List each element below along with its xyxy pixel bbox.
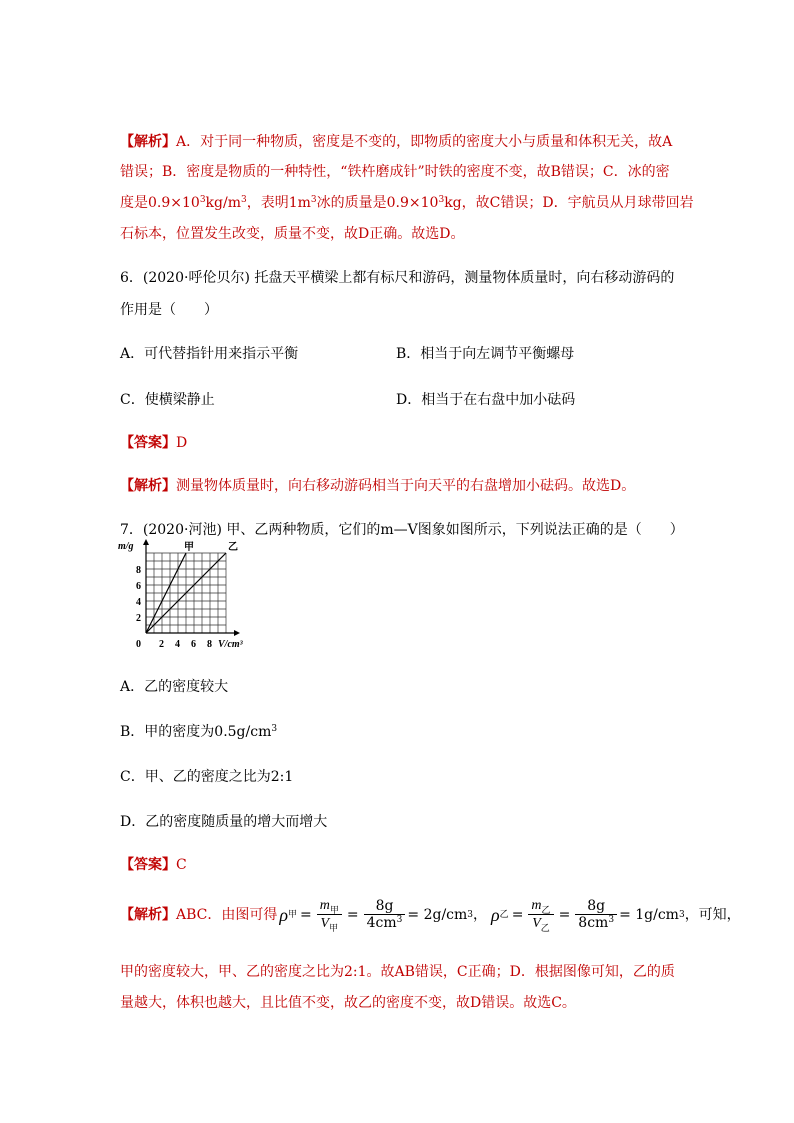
q7-stem: 7．(2020·河池) 甲、乙两种物质，它们的m—V图象如图所示，下列说法正确的是（ ）	[120, 522, 684, 538]
y-tick-label: 2	[136, 613, 141, 624]
q6-stem-line-1: 6．(2020·呼伦贝尔) 托盘天平横梁上都有标尺和游码，测量物体质量时，向右移动游码的	[120, 270, 675, 286]
x-tick-label: 0	[136, 639, 141, 650]
y-tick-label: 8	[136, 565, 141, 576]
analysis-tag: 【解析】	[120, 906, 176, 923]
q7-analysis-line-2: 甲的密度较大，甲、乙的密度之比为2:1。故AB错误，C正确；D．根据图像可知，乙的质	[120, 964, 675, 980]
y-tick-label: 4	[136, 597, 141, 608]
q7-analysis-line-3: 量越大，体积也越大，且比值不变，故乙的密度不变，故D错误。故选C。	[120, 995, 576, 1011]
q6-option-d: D．相当于在右盘中加小砝码	[396, 392, 576, 408]
y-axis-arrow	[143, 539, 149, 545]
q5-analysis-line-4: 石标本，位置发生改变，质量不变，故D正确。故选D。	[120, 226, 465, 242]
fraction-8g-over-4cm3: $\frac{8g}{4cm^3}$	[364, 898, 406, 931]
q6-analysis: 【解析】测量物体质量时，向右移动游码相当于向天平的右盘增加小砝码。故选D。	[120, 478, 636, 494]
fraction-8g-over-8cm3: $\frac{8g}{8cm^3}$	[575, 898, 617, 931]
q6-stem-line-2: 作用是（ ）	[120, 302, 218, 318]
q7-option-d: D．乙的密度随质量的增大而增大	[120, 814, 328, 830]
series-label-yi: 乙	[228, 542, 238, 553]
fraction-m-over-v-yi: $\frac{m_乙}{V_乙}$	[528, 897, 553, 932]
fraction-m-over-v-jia: $\frac{m_甲}{V_甲}$	[317, 897, 342, 932]
q6-answer: 【答案】D	[120, 435, 188, 451]
q6-option-c: C．使横梁静止	[120, 392, 215, 408]
q5-analysis-line-1: 【解析】A．对于同一种物质，密度是不变的，即物质的密度大小与质量和体积无关，故A	[120, 134, 673, 150]
x-tick-label: 4	[175, 639, 180, 650]
y-axis-label: m/g	[118, 541, 134, 552]
chart-labels	[118, 541, 244, 650]
answer-tag: 【答案】	[120, 435, 176, 451]
q6-option-a: A．可代替指针用来指示平衡	[120, 346, 299, 362]
q5-analysis-line-3: 度是$0.9\times 10^3kg/m^3$，表明$1m^3$冰的质量是$0.9\times 10^3kg$，故C错误；D．宇航员从月球带回岩	[120, 195, 694, 211]
q7-option-b: B．甲的密度为$0.5g/cm^3$	[120, 724, 278, 740]
x-axis-label: V/cm³	[218, 639, 243, 650]
q7-option-a: A．乙的密度较大	[120, 679, 229, 695]
analysis-tag: 【解析】	[120, 134, 176, 150]
series-label-jia: 甲	[184, 542, 194, 553]
x-tick-label: 6	[191, 639, 196, 650]
q7-mv-chart	[118, 537, 248, 655]
q7-analysis-formula-line: 【解析】 ABC．由图可得 ρ 甲 = $\frac{m_甲}{V_甲}$ = $\frac{8g}{4cm^3}$ = 2g/cm 3 ， ρ 乙 = $\frac{m_乙}{V_乙}$ = $\frac{8g}{8cm^3}$ = 1g/cm 3 ，可知，	[120, 898, 741, 934]
analysis-tag: 【解析】	[120, 478, 176, 494]
q7-option-c: C．甲、乙的密度之比为2:1	[120, 769, 294, 785]
y-tick-label: 6	[136, 581, 141, 592]
q6-option-b: B．相当于向左调节平衡螺母	[396, 346, 575, 362]
answer-tag: 【答案】	[120, 857, 176, 873]
q7-answer: 【答案】C	[120, 857, 187, 873]
x-tick-label: 8	[207, 639, 212, 650]
x-tick-label: 2	[159, 639, 164, 650]
x-axis-arrow	[234, 630, 240, 636]
q5-analysis-line-2: 错误；B．密度是物质的一种特性，“铁杵磨成针”时铁的密度不变，故B错误；C．冰的密	[120, 164, 670, 180]
